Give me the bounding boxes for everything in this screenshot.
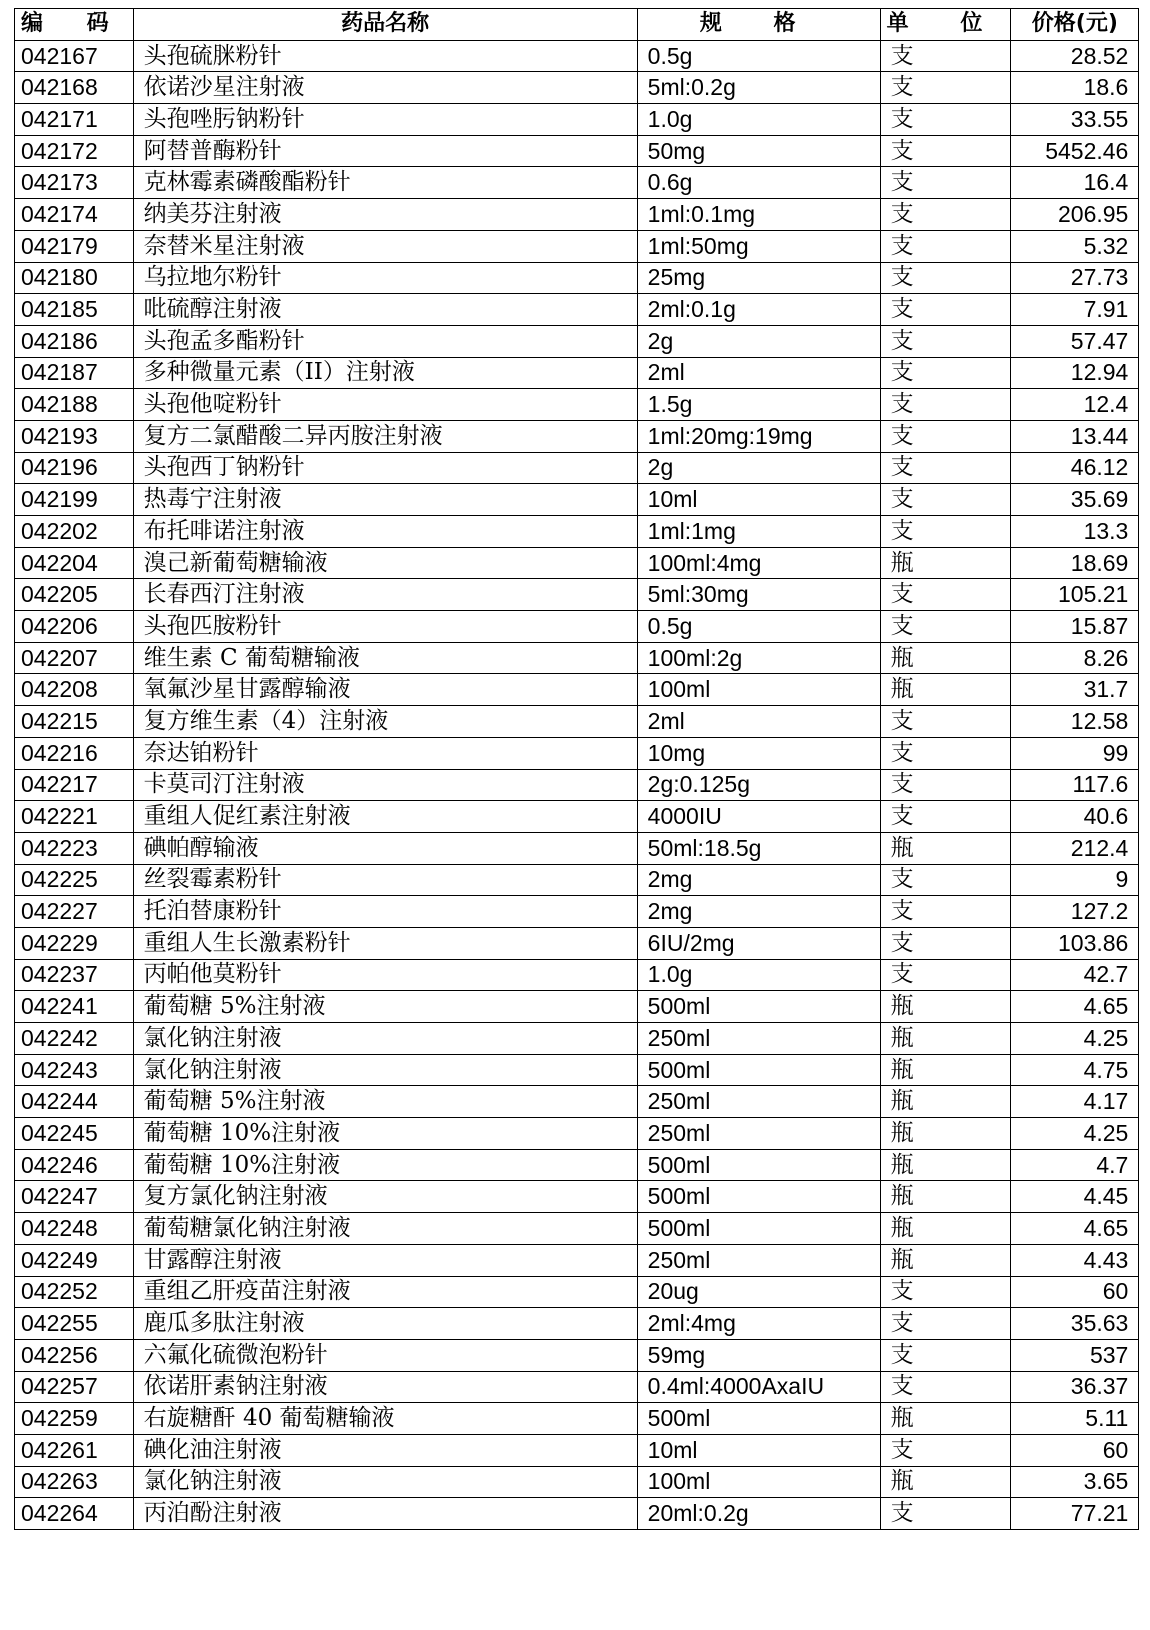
cell-price: 57.47 xyxy=(1011,325,1139,357)
cell-name: 葡萄糖 5%注射液 xyxy=(133,1086,637,1118)
cell-name: 氯化钠注射液 xyxy=(133,1466,637,1498)
cell-price: 46.12 xyxy=(1011,452,1139,484)
cell-name: 依诺沙星注射液 xyxy=(133,72,637,104)
table-row xyxy=(15,294,1139,326)
cell-name: 氧氟沙星甘露醇输液 xyxy=(133,674,637,706)
cell-unit: 支 xyxy=(880,959,1011,991)
table-row xyxy=(15,1371,1139,1403)
cell-code: 042223 xyxy=(15,832,134,864)
table-row xyxy=(15,706,1139,738)
cell-name: 复方维生素（4）注射液 xyxy=(133,706,637,738)
cell-spec: 1ml:50mg xyxy=(637,230,880,262)
cell-unit: 支 xyxy=(880,896,1011,928)
cell-unit: 支 xyxy=(880,927,1011,959)
cell-code: 042167 xyxy=(15,40,134,72)
table-row xyxy=(15,737,1139,769)
cell-code: 042171 xyxy=(15,104,134,136)
cell-name: 葡萄糖氯化钠注射液 xyxy=(133,1213,637,1245)
cell-price: 4.25 xyxy=(1011,1118,1139,1150)
cell-unit: 支 xyxy=(880,167,1011,199)
cell-code: 042241 xyxy=(15,991,134,1023)
cell-price: 60 xyxy=(1011,1276,1139,1308)
table-row xyxy=(15,642,1139,674)
cell-unit: 支 xyxy=(880,1276,1011,1308)
cell-name: 丙泊酚注射液 xyxy=(133,1498,637,1530)
table-row xyxy=(15,516,1139,548)
cell-name: 头孢他啶粉针 xyxy=(133,389,637,421)
cell-price: 60 xyxy=(1011,1434,1139,1466)
cell-price: 35.63 xyxy=(1011,1308,1139,1340)
cell-spec: 100ml xyxy=(637,674,880,706)
cell-spec: 1ml:1mg xyxy=(637,516,880,548)
cell-unit: 瓶 xyxy=(880,832,1011,864)
cell-code: 042193 xyxy=(15,420,134,452)
cell-name: 依诺肝素钠注射液 xyxy=(133,1371,637,1403)
cell-unit: 支 xyxy=(880,484,1011,516)
table-row xyxy=(15,547,1139,579)
table-row xyxy=(15,484,1139,516)
table-row xyxy=(15,1308,1139,1340)
cell-spec: 2mg xyxy=(637,896,880,928)
cell-unit: 支 xyxy=(880,1434,1011,1466)
cell-name: 碘化油注射液 xyxy=(133,1434,637,1466)
table-row xyxy=(15,452,1139,484)
cell-name: 克林霉素磷酸酯粉针 xyxy=(133,167,637,199)
cell-spec: 1ml:20mg:19mg xyxy=(637,420,880,452)
cell-spec: 0.5g xyxy=(637,611,880,643)
cell-name: 头孢唑肟钠粉针 xyxy=(133,104,637,136)
cell-spec: 250ml xyxy=(637,1086,880,1118)
cell-spec: 10ml xyxy=(637,484,880,516)
cell-unit: 支 xyxy=(880,135,1011,167)
cell-price: 13.44 xyxy=(1011,420,1139,452)
cell-code: 042255 xyxy=(15,1308,134,1340)
cell-spec: 250ml xyxy=(637,1118,880,1150)
cell-name: 头孢西丁钠粉针 xyxy=(133,452,637,484)
cell-spec: 100ml:4mg xyxy=(637,547,880,579)
cell-code: 042208 xyxy=(15,674,134,706)
cell-spec: 500ml xyxy=(637,1213,880,1245)
cell-name: 右旋糖酐 40 葡萄糖输液 xyxy=(133,1403,637,1435)
cell-name: 重组乙肝疫苗注射液 xyxy=(133,1276,637,1308)
cell-price: 5.32 xyxy=(1011,230,1139,262)
cell-name: 碘帕醇输液 xyxy=(133,832,637,864)
cell-spec: 0.6g xyxy=(637,167,880,199)
cell-name: 阿替普酶粉针 xyxy=(133,135,637,167)
cell-code: 042215 xyxy=(15,706,134,738)
cell-price: 117.6 xyxy=(1011,769,1139,801)
cell-unit: 支 xyxy=(880,801,1011,833)
cell-code: 042188 xyxy=(15,389,134,421)
table-row xyxy=(15,959,1139,991)
table-row xyxy=(15,357,1139,389)
table-row xyxy=(15,1466,1139,1498)
cell-name: 吡硫醇注射液 xyxy=(133,294,637,326)
table-row xyxy=(15,1118,1139,1150)
cell-unit: 支 xyxy=(880,706,1011,738)
cell-name: 氯化钠注射液 xyxy=(133,1054,637,1086)
cell-spec: 6IU/2mg xyxy=(637,927,880,959)
cell-unit: 支 xyxy=(880,1308,1011,1340)
cell-name: 甘露醇注射液 xyxy=(133,1244,637,1276)
cell-code: 042221 xyxy=(15,801,134,833)
cell-price: 4.65 xyxy=(1011,991,1139,1023)
cell-name: 葡萄糖 10%注射液 xyxy=(133,1149,637,1181)
cell-unit: 支 xyxy=(880,357,1011,389)
cell-name: 复方二氯醋酸二异丙胺注射液 xyxy=(133,420,637,452)
cell-unit: 瓶 xyxy=(880,1023,1011,1055)
cell-unit: 支 xyxy=(880,199,1011,231)
cell-unit: 瓶 xyxy=(880,1118,1011,1150)
cell-code: 042216 xyxy=(15,737,134,769)
cell-name: 多种微量元素（II）注射液 xyxy=(133,357,637,389)
table-row xyxy=(15,769,1139,801)
cell-code: 042244 xyxy=(15,1086,134,1118)
cell-price: 99 xyxy=(1011,737,1139,769)
cell-spec: 5ml:30mg xyxy=(637,579,880,611)
cell-unit: 支 xyxy=(880,1498,1011,1530)
cell-unit: 支 xyxy=(880,389,1011,421)
cell-price: 40.6 xyxy=(1011,801,1139,833)
cell-spec: 2g:0.125g xyxy=(637,769,880,801)
cell-unit: 支 xyxy=(880,579,1011,611)
cell-name: 奈达铂粉针 xyxy=(133,737,637,769)
cell-spec: 2g xyxy=(637,452,880,484)
table-row xyxy=(15,1023,1139,1055)
cell-name: 头孢孟多酯粉针 xyxy=(133,325,637,357)
cell-spec: 2mg xyxy=(637,864,880,896)
cell-spec: 1ml:0.1mg xyxy=(637,199,880,231)
cell-price: 12.94 xyxy=(1011,357,1139,389)
cell-name: 奈替米星注射液 xyxy=(133,230,637,262)
cell-name: 维生素 C 葡萄糖输液 xyxy=(133,642,637,674)
cell-price: 15.87 xyxy=(1011,611,1139,643)
header-code: 编 码 xyxy=(15,9,134,41)
table-row xyxy=(15,199,1139,231)
cell-spec: 100ml:2g xyxy=(637,642,880,674)
cell-name: 葡萄糖 10%注射液 xyxy=(133,1118,637,1150)
cell-unit: 支 xyxy=(880,1371,1011,1403)
table-row xyxy=(15,801,1139,833)
table-row xyxy=(15,230,1139,262)
cell-name: 头孢硫脒粉针 xyxy=(133,40,637,72)
cell-spec: 2ml xyxy=(637,706,880,738)
table-row xyxy=(15,167,1139,199)
table-row xyxy=(15,1339,1139,1371)
cell-spec: 250ml xyxy=(637,1244,880,1276)
cell-spec: 500ml xyxy=(637,1054,880,1086)
table-row xyxy=(15,72,1139,104)
cell-code: 042246 xyxy=(15,1149,134,1181)
cell-price: 42.7 xyxy=(1011,959,1139,991)
cell-name: 溴己新葡萄糖输液 xyxy=(133,547,637,579)
table-row xyxy=(15,991,1139,1023)
cell-code: 042217 xyxy=(15,769,134,801)
cell-spec: 20ml:0.2g xyxy=(637,1498,880,1530)
cell-code: 042247 xyxy=(15,1181,134,1213)
cell-spec: 500ml xyxy=(637,1181,880,1213)
cell-spec: 1.0g xyxy=(637,104,880,136)
cell-unit: 支 xyxy=(880,104,1011,136)
cell-price: 4.7 xyxy=(1011,1149,1139,1181)
cell-code: 042263 xyxy=(15,1466,134,1498)
cell-unit: 瓶 xyxy=(880,1213,1011,1245)
table-row xyxy=(15,579,1139,611)
table-row xyxy=(15,1434,1139,1466)
cell-name: 卡莫司汀注射液 xyxy=(133,769,637,801)
cell-price: 18.6 xyxy=(1011,72,1139,104)
cell-price: 7.91 xyxy=(1011,294,1139,326)
table-row xyxy=(15,832,1139,864)
table-row xyxy=(15,864,1139,896)
cell-code: 042237 xyxy=(15,959,134,991)
cell-spec: 100ml xyxy=(637,1466,880,1498)
cell-spec: 50mg xyxy=(637,135,880,167)
cell-code: 042179 xyxy=(15,230,134,262)
cell-price: 12.58 xyxy=(1011,706,1139,738)
cell-price: 77.21 xyxy=(1011,1498,1139,1530)
cell-price: 35.69 xyxy=(1011,484,1139,516)
table-row xyxy=(15,674,1139,706)
cell-code: 042205 xyxy=(15,579,134,611)
cell-price: 4.75 xyxy=(1011,1054,1139,1086)
cell-code: 042261 xyxy=(15,1434,134,1466)
cell-spec: 20ug xyxy=(637,1276,880,1308)
cell-code: 042180 xyxy=(15,262,134,294)
cell-unit: 瓶 xyxy=(880,1181,1011,1213)
cell-price: 18.69 xyxy=(1011,547,1139,579)
table-row xyxy=(15,389,1139,421)
cell-code: 042249 xyxy=(15,1244,134,1276)
cell-unit: 支 xyxy=(880,516,1011,548)
cell-name: 复方氯化钠注射液 xyxy=(133,1181,637,1213)
cell-code: 042199 xyxy=(15,484,134,516)
cell-code: 042248 xyxy=(15,1213,134,1245)
cell-price: 12.4 xyxy=(1011,389,1139,421)
table-row xyxy=(15,927,1139,959)
cell-unit: 瓶 xyxy=(880,674,1011,706)
table-row xyxy=(15,1244,1139,1276)
cell-code: 042202 xyxy=(15,516,134,548)
cell-name: 六氟化硫微泡粉针 xyxy=(133,1339,637,1371)
table-row xyxy=(15,40,1139,72)
cell-code: 042168 xyxy=(15,72,134,104)
cell-price: 36.37 xyxy=(1011,1371,1139,1403)
cell-unit: 支 xyxy=(880,294,1011,326)
cell-spec: 250ml xyxy=(637,1023,880,1055)
cell-code: 042172 xyxy=(15,135,134,167)
table-row xyxy=(15,611,1139,643)
cell-name: 重组人促红素注射液 xyxy=(133,801,637,833)
cell-name: 布托啡诺注射液 xyxy=(133,516,637,548)
cell-price: 4.17 xyxy=(1011,1086,1139,1118)
cell-unit: 支 xyxy=(880,864,1011,896)
header-name: 药品名称 xyxy=(133,9,637,41)
cell-price: 27.73 xyxy=(1011,262,1139,294)
cell-code: 042186 xyxy=(15,325,134,357)
cell-price: 9 xyxy=(1011,864,1139,896)
cell-unit: 支 xyxy=(880,611,1011,643)
cell-spec: 2ml:0.1g xyxy=(637,294,880,326)
table-row xyxy=(15,1086,1139,1118)
table-row xyxy=(15,262,1139,294)
cell-price: 206.95 xyxy=(1011,199,1139,231)
cell-unit: 瓶 xyxy=(880,1403,1011,1435)
cell-unit: 瓶 xyxy=(880,547,1011,579)
header-spec: 规 格 xyxy=(637,9,880,41)
cell-name: 热毒宁注射液 xyxy=(133,484,637,516)
cell-spec: 5ml:0.2g xyxy=(637,72,880,104)
cell-spec: 4000IU xyxy=(637,801,880,833)
cell-code: 042185 xyxy=(15,294,134,326)
cell-price: 5452.46 xyxy=(1011,135,1139,167)
cell-price: 212.4 xyxy=(1011,832,1139,864)
table-row xyxy=(15,896,1139,928)
table-row xyxy=(15,1403,1139,1435)
table-row xyxy=(15,420,1139,452)
cell-spec: 0.4ml:4000AxaIU xyxy=(637,1371,880,1403)
header-row xyxy=(15,9,1139,41)
table-row xyxy=(15,325,1139,357)
cell-code: 042245 xyxy=(15,1118,134,1150)
cell-price: 13.3 xyxy=(1011,516,1139,548)
cell-code: 042187 xyxy=(15,357,134,389)
cell-name: 纳美芬注射液 xyxy=(133,199,637,231)
cell-code: 042256 xyxy=(15,1339,134,1371)
cell-spec: 2ml:4mg xyxy=(637,1308,880,1340)
cell-spec: 1.0g xyxy=(637,959,880,991)
cell-name: 葡萄糖 5%注射液 xyxy=(133,991,637,1023)
cell-spec: 2g xyxy=(637,325,880,357)
cell-spec: 0.5g xyxy=(637,40,880,72)
cell-price: 3.65 xyxy=(1011,1466,1139,1498)
cell-spec: 500ml xyxy=(637,1403,880,1435)
cell-unit: 支 xyxy=(880,737,1011,769)
cell-unit: 瓶 xyxy=(880,1086,1011,1118)
cell-spec: 25mg xyxy=(637,262,880,294)
cell-unit: 支 xyxy=(880,769,1011,801)
cell-name: 长春西汀注射液 xyxy=(133,579,637,611)
cell-unit: 支 xyxy=(880,72,1011,104)
cell-price: 103.86 xyxy=(1011,927,1139,959)
cell-spec: 10mg xyxy=(637,737,880,769)
table-row xyxy=(15,1276,1139,1308)
cell-code: 042259 xyxy=(15,1403,134,1435)
cell-code: 042204 xyxy=(15,547,134,579)
cell-name: 丝裂霉素粉针 xyxy=(133,864,637,896)
cell-code: 042252 xyxy=(15,1276,134,1308)
cell-price: 5.11 xyxy=(1011,1403,1139,1435)
cell-unit: 瓶 xyxy=(880,1244,1011,1276)
cell-price: 28.52 xyxy=(1011,40,1139,72)
cell-code: 042257 xyxy=(15,1371,134,1403)
cell-code: 042227 xyxy=(15,896,134,928)
cell-unit: 支 xyxy=(880,40,1011,72)
header-unit: 单 位 xyxy=(880,9,1011,41)
drug-price-table xyxy=(14,8,1139,1530)
cell-price: 537 xyxy=(1011,1339,1139,1371)
cell-code: 042174 xyxy=(15,199,134,231)
cell-spec: 500ml xyxy=(637,1149,880,1181)
cell-price: 4.65 xyxy=(1011,1213,1139,1245)
cell-unit: 支 xyxy=(880,262,1011,294)
cell-unit: 支 xyxy=(880,230,1011,262)
table-row xyxy=(15,135,1139,167)
header-price: 价格(元) xyxy=(1011,9,1139,41)
cell-code: 042206 xyxy=(15,611,134,643)
cell-name: 重组人生长激素粉针 xyxy=(133,927,637,959)
cell-code: 042196 xyxy=(15,452,134,484)
table-row xyxy=(15,104,1139,136)
cell-spec: 10ml xyxy=(637,1434,880,1466)
cell-unit: 瓶 xyxy=(880,642,1011,674)
cell-price: 8.26 xyxy=(1011,642,1139,674)
table-row xyxy=(15,1149,1139,1181)
cell-spec: 2ml xyxy=(637,357,880,389)
cell-price: 16.4 xyxy=(1011,167,1139,199)
cell-spec: 500ml xyxy=(637,991,880,1023)
cell-name: 头孢匹胺粉针 xyxy=(133,611,637,643)
cell-spec: 1.5g xyxy=(637,389,880,421)
cell-code: 042207 xyxy=(15,642,134,674)
cell-code: 042173 xyxy=(15,167,134,199)
cell-unit: 支 xyxy=(880,420,1011,452)
table-row xyxy=(15,1054,1139,1086)
cell-name: 丙帕他莫粉针 xyxy=(133,959,637,991)
cell-price: 127.2 xyxy=(1011,896,1139,928)
cell-spec: 59mg xyxy=(637,1339,880,1371)
cell-code: 042229 xyxy=(15,927,134,959)
cell-price: 4.25 xyxy=(1011,1023,1139,1055)
cell-price: 4.45 xyxy=(1011,1181,1139,1213)
cell-unit: 瓶 xyxy=(880,1054,1011,1086)
cell-name: 氯化钠注射液 xyxy=(133,1023,637,1055)
table-row xyxy=(15,1498,1139,1530)
cell-unit: 瓶 xyxy=(880,1149,1011,1181)
cell-name: 乌拉地尔粉针 xyxy=(133,262,637,294)
table-row xyxy=(15,1213,1139,1245)
cell-unit: 瓶 xyxy=(880,1466,1011,1498)
cell-unit: 支 xyxy=(880,1339,1011,1371)
cell-price: 4.43 xyxy=(1011,1244,1139,1276)
cell-unit: 支 xyxy=(880,325,1011,357)
cell-price: 31.7 xyxy=(1011,674,1139,706)
cell-name: 鹿瓜多肽注射液 xyxy=(133,1308,637,1340)
cell-code: 042243 xyxy=(15,1054,134,1086)
cell-name: 托泊替康粉针 xyxy=(133,896,637,928)
cell-code: 042242 xyxy=(15,1023,134,1055)
cell-spec: 50ml:18.5g xyxy=(637,832,880,864)
cell-unit: 支 xyxy=(880,452,1011,484)
cell-price: 105.21 xyxy=(1011,579,1139,611)
cell-price: 33.55 xyxy=(1011,104,1139,136)
cell-code: 042225 xyxy=(15,864,134,896)
cell-unit: 瓶 xyxy=(880,991,1011,1023)
cell-code: 042264 xyxy=(15,1498,134,1530)
table-row xyxy=(15,1181,1139,1213)
